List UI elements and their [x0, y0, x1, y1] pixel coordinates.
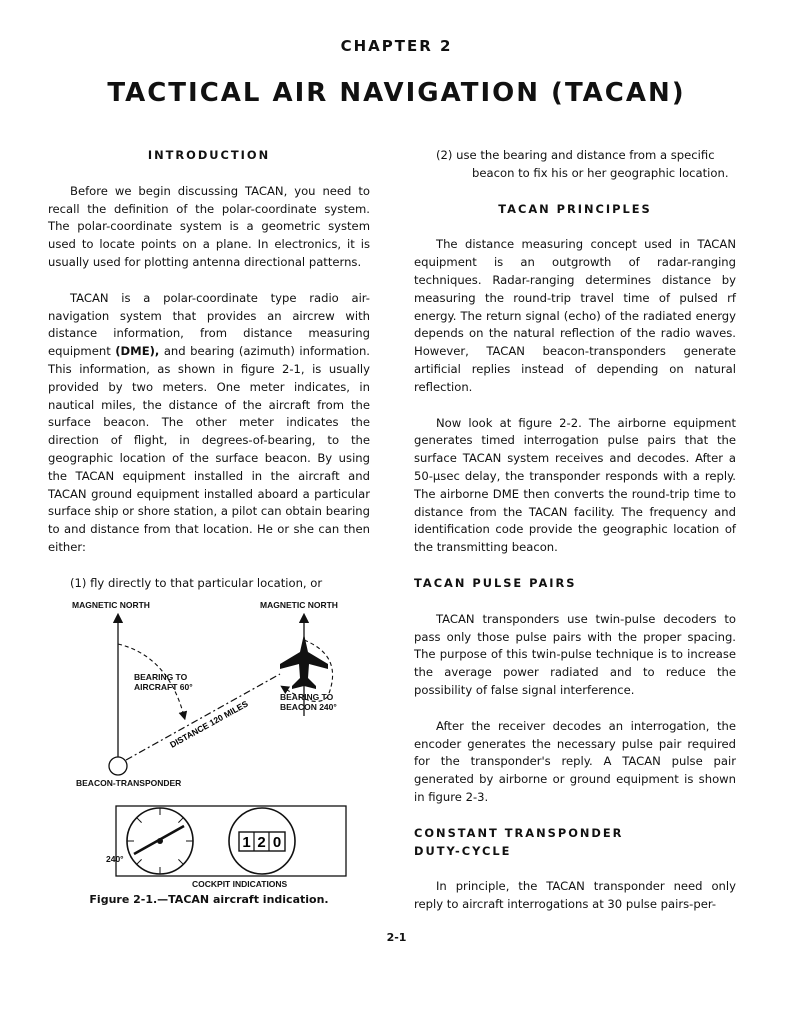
tacan-diagram: [72, 596, 372, 896]
dme-term: (DME),: [115, 344, 160, 359]
bearing-beacon-label: [280, 692, 337, 712]
introduction-heading: INTRODUCTION: [147, 148, 271, 162]
bearing-beacon-line-2: BEACON 240°: [280, 702, 337, 712]
beacon-circle: [109, 757, 127, 775]
encoder-paragraph: After the receiver decodes an interrogation, the encoder generates the necessary pulse pair required for the transponder's reply. A TACAN pulse pair generated by airborne or ground equipment is shown in figure 2-3.: [414, 718, 736, 804]
duty-cycle-paragraph: In principle, the TACAN transponder need only reply to aircraft interrogations at 30 pulse pairs-per-: [414, 879, 736, 912]
pulse-pairs-paragraph: TACAN transponders use twin-pulse decoders to pass only those pulse pairs with the proper spacing. The purpose of this twin-pulse technique is to increase the average power radiated and to reduce the possibility of false signal interference.: [414, 611, 736, 697]
counter-digit-1: 1: [242, 834, 251, 851]
figure-caption: Figure 2-1.—TACAN aircraft indication.: [89, 893, 329, 906]
bearing-aircraft-line-1: BEARING TO: [134, 672, 188, 682]
page-number: 2-1: [386, 931, 407, 944]
figure-2-1: [72, 596, 372, 896]
beacon-transponder-label: BEACON-TRANSPONDER: [76, 778, 182, 788]
principles-paragraph: The distance measuring concept used in TACAN equipment is an outgrowth of radar-ranging techniques. Radar-ranging determines distance by measuring the round-trip travel time of pulsed rf energy. The return signal (echo) of the radiated energy depends on the natural reflection of the radio waves. However, TACAN beacon-transponders generate artificial replies instead of depending on natural reflection.: [414, 237, 736, 394]
duty-cycle-heading-1: CONSTANT TRANSPONDER: [414, 825, 624, 840]
counter-digit-3: 0: [272, 834, 282, 851]
bearing-aircraft-line-2: AIRCRAFT 60°: [134, 682, 193, 692]
cockpit-indications-label: COCKPIT INDICATIONS: [192, 879, 288, 889]
aircraft-icon: [280, 634, 328, 689]
left-column: [48, 147, 370, 593]
duty-cycle-heading-2: DUTY-CYCLE: [414, 843, 512, 858]
dial-hub: [157, 838, 163, 844]
bearing-aircraft-label: [134, 672, 193, 692]
pulse-pairs-heading: TACAN PULSE PAIRS: [414, 575, 577, 590]
magnetic-north-left-label: MAGNETIC NORTH: [72, 600, 150, 610]
magnetic-north-right-label: MAGNETIC NORTH: [260, 600, 338, 610]
counter-digit-2: 2: [257, 834, 266, 851]
figure-2-2-paragraph: Now look at figure 2-2. The airborne equipment generates timed interrogation pulse pairs that the surface TACAN system receives and decodes. After a 50-µsec delay, the transponder responds with a reply. The airborne DME then converts the round-trip time to distance from the TACAN facility. The frequency and identification code provide the geographic location of the transmitting beacon.: [414, 415, 736, 555]
intro-paragraph: Before we begin discussing TACAN, you need to recall the definition of the polar-coordinate system. The polar-coordinate system is a geometric system used to locate points on a plane. In electronics, it is usually used for plotting antenna directional patterns.: [48, 183, 370, 269]
list-item-1: (1) fly directly to that particular location, or: [70, 575, 323, 590]
principles-heading: TACAN PRINCIPLES: [498, 201, 652, 216]
tacan-paragraph-start: TACAN is a polar-coordinate type radio air-navigation system that provides an aircrew with distance information, from distance measuring equipment: [48, 290, 370, 359]
chapter-label: CHAPTER 2: [340, 37, 453, 55]
distance-label: DISTANCE 120 MILES: [168, 698, 250, 750]
chapter-title: TACTICAL AIR NAVIGATION (TACAN): [107, 78, 686, 108]
bearing-beacon-line-1: BEARING TO: [280, 692, 334, 702]
tacan-paragraph: [48, 290, 370, 557]
list-item-2: (2) use the bearing and distance from a specific beacon to fix his or her geographic location.: [436, 148, 729, 180]
right-column: [414, 147, 736, 914]
dial-240-label: 240°: [106, 854, 124, 864]
tacan-paragraph-end: and bearing (azimuth) information. This information, as shown in figure 2-1, is usually provided by two meters. One meter indicates, in nautical miles, the distance of the aircraft from the surface beacon. The other meter indicates the direction of flight, in degrees-of-bearing, to the geographic location of the surface beacon. By using the TACAN equipment installed in the aircraft and TACAN ground equipment installed aboard a particular surface ship or shore station, a pilot can obtain bearing to and distance from that location. He or she can then either:: [48, 344, 370, 554]
